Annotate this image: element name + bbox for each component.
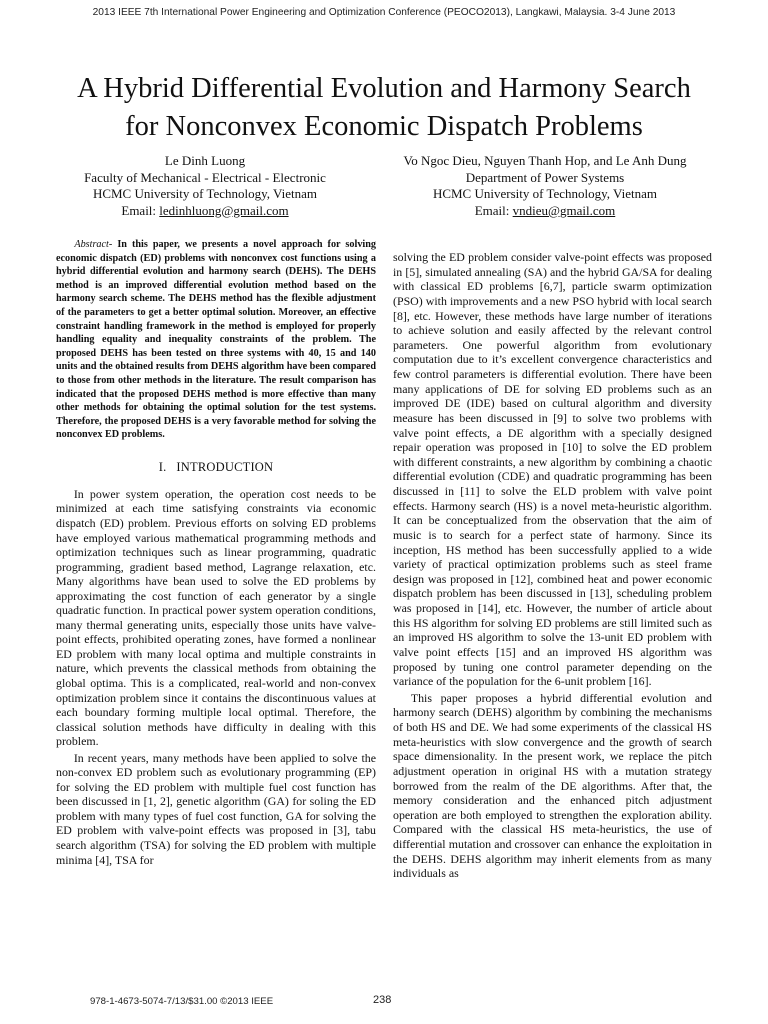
- author-block-right: [375, 153, 715, 219]
- paragraph: This paper proposes a hybrid differential evolution and harmony search (DEHS) algorithm by combining the mechanisms of both HS and DE. We had some experiments of the classical HS meta-heuristics with slow convergence and the growth of search space dimensionality. In the present work, we replace the pitch adjustment operation in original HS with a mutation strategy borrowed from the realm of the DE algorithms. After that, the memory consideration and the enhanced pitch adjustment operation are both employed to strengthen the exploration ability. Compared with the classical HS meta-heuristics, the use of differential mutation and crossover can enhance the exploitation in the DEHS. DEHS algorithm may inherit elements from as many individuals as: [393, 690, 712, 881]
- author-university: HCMC University of Technology, Vietnam: [432, 186, 658, 202]
- paragraph: In power system operation, the operation cost needs to be minimized at each time satisfying constraints via economic dispatch (ED) problem. Previous efforts on solving ED problems have employed various mathematical programming methods and optimization techniques such as linear programming, quadratic programming, gradient based method, Lagrange relaxation, etc. Many algorithms have bean used to solve the ED problems by approximating the cost function of each generator by a single quadratic function. In practical power system operation conditions, many thermal generating units, especially those units have valve-point effects, prohibited operating zones, have formed a nonlinear ED problem with many local optima and multiple constraints in nature, which prevents the classical methods from obtaining the global optima. This is a complicated, real-world and non-convex optimization problem since it contains the discontinuous values at each boundary forming multiple local optimal. Therefore, the classical solution methods have difficulty in dealing with this problem.: [56, 486, 376, 749]
- author-email-line: [50, 203, 360, 220]
- page-number: 238: [373, 994, 392, 1006]
- paper-title: [20, 70, 748, 146]
- author-university: HCMC University of Technology, Vietnam: [92, 186, 318, 202]
- section-title: INTRODUCTION: [176, 459, 274, 474]
- email-label: Email:: [121, 202, 160, 218]
- author-email-link[interactable]: vndieu@gmail.com: [512, 202, 616, 218]
- footer-isbn: 978-1-4673-5074-7/13/$31.00 ©2013 IEEE: [90, 996, 274, 1007]
- paragraph: solving the ED problem consider valve-point effects was proposed in [5], simulated annealing (SA) and the hybrid GA/SA for dealing with classical ED problems [6,7], particle swarm optimization (PSO) with improvements and a new PSO hybrid with local search [8], etc. However, these methods have large number of iterations to achieve solution and easily affected by the relevant control parameters. One powerful algorithm from evolutionary computation due to it’s excellent convergence characteristics and few control parameters is differential evolution. There have been many applications of DE for solving ED problems such as an improved DE (IDE) based on cultural algorithm and diversity measure has been discussed in [9] to solve two problems with valve point effects, a DE algorithm with a specially designed repair operation was proposed in [10] to solve the ED problem with different constraints, a new algorithm by combining a chaotic differential evolution (CDE) and quadratic programming has been discussed in [11] to solve the ELD problem with valve point effects. Harmony search (HS) is a novel meta-heuristic algorithm. It can be conceptualized from the observation that the aim of music is to search for a perfect state of harmony. Since its inception, HS method has been successfully applied to a wide variety of practical optimization problems such as steel frame design was proposed in [12], combined heat and power economic dispatch problem has been discussed in [13], scheduling problem was proposed in [14], etc. However, the number of article about this HS algorithm for solving ED problems are still limited such as an improved HS algorithm to solve the 13-unit ED problem with valve point effects [15] and an improved HS algorithm was proposed by tuning one control parameter depending on the variance of the population for the 6-unit problem [16].: [393, 250, 712, 689]
- right-column: [393, 250, 712, 883]
- author-department: Department of Power Systems: [465, 169, 625, 185]
- author-email-line: [375, 203, 715, 220]
- paper-title-line-2: for Nonconvex Economic Dispatch Problems: [125, 111, 643, 142]
- author-block-left: [50, 153, 360, 219]
- author-email-link[interactable]: ledinhluong@gmail.com: [159, 202, 289, 218]
- left-column: [56, 238, 376, 869]
- author-names: Vo Ngoc Dieu, Nguyen Thanh Hop, and Le Anh Dung: [403, 153, 687, 168]
- paper-title-line-1: A Hybrid Differential Evolution and Harmony Search: [77, 73, 691, 104]
- author-name: Le Dinh Luong: [164, 153, 246, 168]
- author-department: Faculty of Mechanical - Electrical - Electronic: [84, 169, 326, 185]
- abstract-label: Abstract-: [74, 239, 113, 250]
- paragraph: In recent years, many methods have been applied to solve the non-convex ED problem such as evolutionary programming (EP) for solving the ED problem with multiple fuel cost function has been discussed in [1, 2], genetic algorithm (GA) for soling the ED problem with many types of fuel cost function, GA for solving the ED problem with valve-point effects was proposed in [3], tabu search algorithm (TSA) for solving the ED problem with multiple minima [4], TSA for: [56, 750, 376, 867]
- email-label: Email:: [474, 202, 513, 218]
- section-number: I.: [158, 459, 167, 474]
- section-heading-introduction: [56, 460, 376, 475]
- conference-header: 2013 IEEE 7th International Power Engineering and Optimization Conference (PEOCO2013), Langkawi, Malaysia. 3-4 June 2013: [92, 7, 676, 18]
- abstract-text: In this paper, we presents a novel approach for solving economic dispatch (ED) problems with nonconvex cost functions using a hybrid differential evolution and harmony search (DEHS). The DEHS method is an improved differential evolution method based on the harmony search scheme. The DEHS method has the flexible adjustment of the parameters to get a better optimal solution. Moreover, an effective constraint handling framework in the method is employed for properly handling equality and inequality constraints of the problem. The proposed DEHS has been tested on three systems with 40, 15 and 140 units and the obtained results from DEHS algorithm have been compared to those from other methods in the literature. The result comparison has indicated that the proposed DEHS method is more effective than many other methods for obtaining the optimal solution for the test systems. Therefore, the proposed DEHS is a very favorable method for solving the nonconvex ED problems.: [56, 239, 376, 441]
- abstract: [56, 238, 376, 442]
